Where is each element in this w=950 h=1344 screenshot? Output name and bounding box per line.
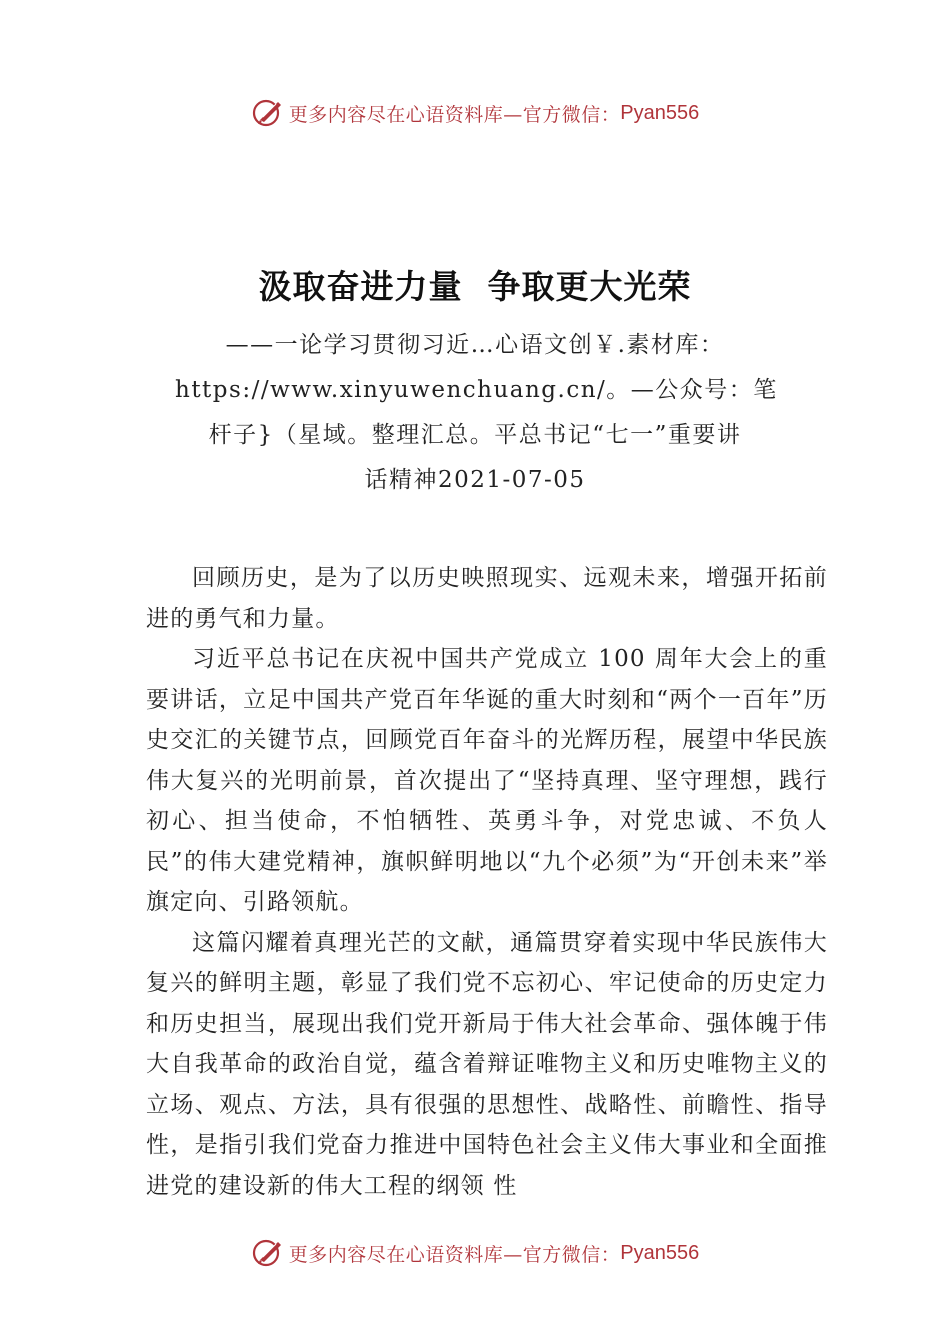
subtitle-line: ——一论学习贯彻习近…心语文创￥.素材库： (225, 332, 725, 358)
body-paragraph: 习近平总书记在庆祝中国共产党成立 100 周年大会上的重要讲话，立足中国共产党百年华诞的重大时刻和“两个一百年”历史交汇的关键节点，回顾党百年奋斗的光辉历程，展望中华民族伟大复兴的光明前景，首次提出了“坚持真理、坚守理想，践行初心、担当使命，不怕牺牲、英勇斗争，对党忠诚、不负人民”的伟大建党精神，旗帜鲜明地以“九个必须”为“开创未来”举旗定向、引路领航。 (146, 646, 828, 915)
body-paragraph: 回顾历史，是为了以历史映照现实、远观未来，增强开拓前进的勇气和力量。 (146, 565, 828, 632)
header-banner (0, 93, 950, 133)
article-subtitle (175, 323, 778, 503)
article-title: 汲取奋进力量 争取更大光荣 (258, 267, 692, 306)
banner-text: 更多内容尽在心语资料库—官方微信： (288, 1243, 621, 1266)
footer-banner (0, 1233, 950, 1273)
banner-wechat-id: Pyan556 (620, 1241, 700, 1264)
banner-text: 更多内容尽在心语资料库—官方微信： (288, 103, 621, 126)
quill-pen-circle-icon (251, 1236, 285, 1270)
quill-pen-circle-icon (251, 96, 285, 130)
subtitle-line: 话精神2021-07-05 (364, 467, 586, 493)
body-paragraph: 这篇闪耀着真理光芒的文献，通篇贯穿着实现中华民族伟大复兴的鲜明主题，彰显了我们党不忘初心、牢记使命的历史定力和历史担当，展现出我们党开新局于伟大社会革命、强体魄于伟大自我革命的政治自觉，蕴含着辩证唯物主义和历史唯物主义的立场、观点、方法，具有很强的思想性、战略性、前瞻性、指导性，是指引我们党奋力推进中国特色社会主义伟大事业和全面推进党的建设新的伟大工程的纲领 性 (146, 929, 828, 1199)
banner-wechat-id: Pyan556 (620, 101, 700, 124)
subtitle-line: https://www.xinyuwenchuang.cn/。—公众号：笔 (175, 377, 778, 403)
subtitle-line: 杆子}（星域。整理汇总。平总书记“七一”重要讲 (208, 422, 742, 448)
article-body (146, 558, 828, 1206)
